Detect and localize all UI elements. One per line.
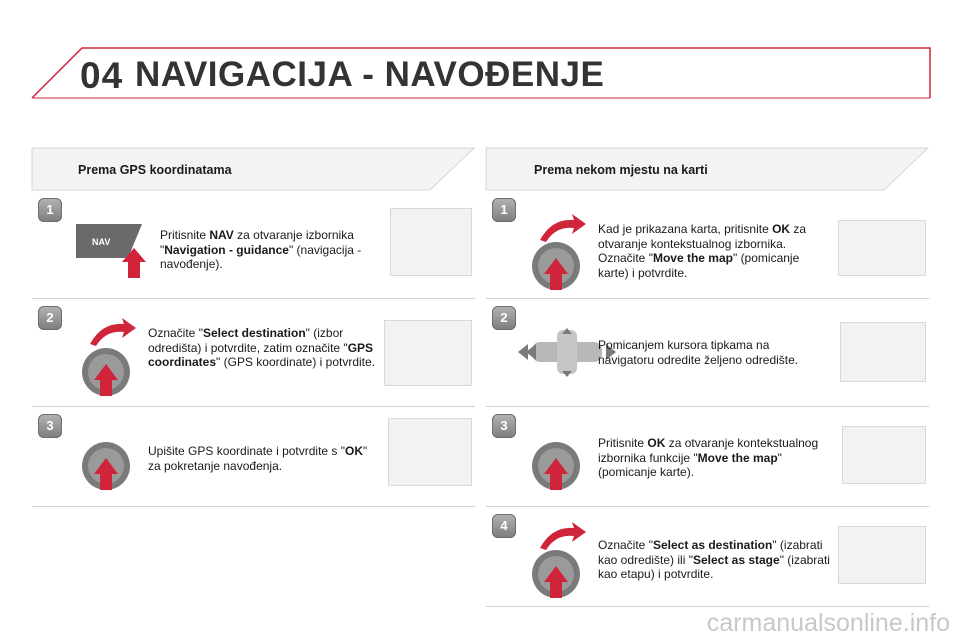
rotary-knob-icon <box>72 308 152 398</box>
step-number: 1 <box>38 198 62 222</box>
step-description: Označite "Select destination" (izbor odredišta) i potvrdite, zatim označite "GPS coordinates" (GPS koordinate) i potvrdite. <box>148 326 376 369</box>
left-column-title: Prema GPS koordinatama <box>78 163 232 177</box>
nav-button-label: NAV <box>92 237 111 247</box>
step-number: 4 <box>492 514 516 538</box>
step-description: Označite "Select as destination" (izabrati kao odredište) ili "Select as stage" (izabrati kao etapu) i potvrdite. <box>598 538 830 581</box>
step-number: 1 <box>492 198 516 222</box>
step-description: Upišite GPS koordinate i potvrdite s "OK" za pokretanje navođenja. <box>148 444 368 473</box>
left-step-3 <box>32 406 475 507</box>
left-step-2 <box>32 298 475 407</box>
right-step-2 <box>486 298 929 407</box>
radio-panel-image <box>384 320 472 386</box>
radio-panel-image <box>388 418 472 486</box>
nav-button-icon <box>72 218 152 278</box>
step-description: Kad je prikazana karta, pritisnite OK za otvaranje kontekstualnog izbornika. Označite "Move the map" (pomicanje karte) i potvrdite. <box>598 222 807 280</box>
rotary-knob-icon <box>72 424 152 504</box>
step-number: 2 <box>38 306 62 330</box>
watermark: carmanualsonline.info <box>706 609 950 637</box>
right-step-3 <box>486 406 929 507</box>
radio-panel-image <box>838 526 926 584</box>
rotary-knob-icon <box>522 512 602 604</box>
chapter-number: 04 <box>80 55 124 96</box>
step-description: Pritisnite NAV za otvaranje izbornika "Navigation - guidance" (navigacija - navođenje). <box>160 228 362 271</box>
radio-panel-image <box>838 220 926 276</box>
radio-panel-image <box>840 322 926 382</box>
step-number: 2 <box>492 306 516 330</box>
right-step-4 <box>486 506 929 607</box>
step-description: Pomicanjem kursora tipkama na navigatoru odredite željeno odredište. <box>598 338 799 367</box>
rotary-knob-icon <box>522 424 602 504</box>
step-description: Pritisnite OK za otvaranje kontekstualnog izbornika funkcije "Move the map" (pomicanje karte). <box>598 436 819 479</box>
radio-panel-image <box>390 208 472 276</box>
right-column-title: Prema nekom mjestu na karti <box>534 163 708 177</box>
right-step-1 <box>486 190 929 299</box>
step-number: 3 <box>492 414 516 438</box>
page-title: NAVIGACIJA - NAVOĐENJE <box>135 55 605 94</box>
radio-panel-image <box>842 426 926 484</box>
left-step-1 <box>32 190 475 299</box>
step-number: 3 <box>38 414 62 438</box>
rotary-knob-icon <box>522 204 602 296</box>
